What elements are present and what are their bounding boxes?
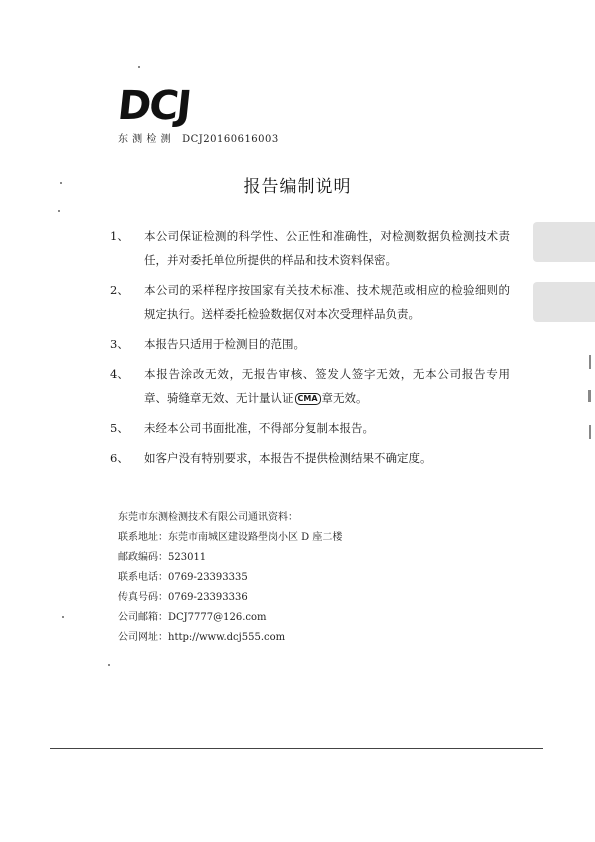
contact-email: 公司邮箱：DCJ7777@126.com <box>118 612 267 623</box>
list-item <box>110 416 510 440</box>
seal-fragment-icon <box>533 222 595 262</box>
item-number: 1、 <box>110 229 129 243</box>
item-number: 2、 <box>110 283 129 297</box>
item-number: 5、 <box>110 421 129 435</box>
scan-speck <box>60 182 62 184</box>
item-number: 4、 <box>110 367 129 381</box>
item-text <box>144 362 510 410</box>
contact-phone: 联系电话：0769-23393335 <box>118 572 248 583</box>
contact-postcode: 邮政编码：523011 <box>118 552 207 563</box>
list-item <box>110 224 510 272</box>
item-text: 本公司的采样程序按国家有关技术标准、技术规范或相应的检验细则的规定执行。送样委托检验数据仅对本次受理样品负责。 <box>144 283 510 321</box>
report-header-line <box>118 130 279 145</box>
list-item <box>110 446 510 470</box>
scan-speck <box>58 210 60 212</box>
contact-website: 公司网址：http://www.dcj555.com <box>118 632 286 643</box>
item-text: 本公司保证检测的科学性、公正性和准确性，对检测数据负检测技术责任，并对委托单位所提供的样品和技术资料保密。 <box>144 229 510 267</box>
scan-speck <box>589 425 591 439</box>
list-item <box>110 332 510 356</box>
scan-speck <box>62 616 64 618</box>
dcj-logo: DCJ <box>115 83 192 129</box>
cma-badge-icon: CMA <box>295 393 321 405</box>
page-title: 报告编制说明 <box>243 177 352 197</box>
contact-fax: 传真号码：0769-23393336 <box>118 592 248 603</box>
list-item <box>110 362 510 410</box>
contact-heading: 东莞市东测检测技术有限公司通讯资料： <box>118 512 298 523</box>
item-number: 3、 <box>110 337 129 351</box>
report-number: DCJ20160616003 <box>182 134 279 145</box>
scan-speck <box>588 390 591 402</box>
item-text: 本报告只适用于检测目的范围。 <box>144 337 305 351</box>
item-text: 未经本公司书面批准，不得部分复制本报告。 <box>144 421 374 435</box>
scan-speck <box>138 66 140 68</box>
item-text-after-badge: 章无效。 <box>321 391 368 405</box>
item-text: 如客户没有特别要求，本报告不提供检测结果不确定度。 <box>144 451 432 465</box>
item-number: 6、 <box>110 451 129 465</box>
seal-fragment-icon <box>533 282 595 322</box>
company-short-name: 东 测 检 测 <box>118 134 172 145</box>
scan-speck <box>108 664 110 666</box>
instruction-list <box>110 224 510 476</box>
contact-info <box>118 508 342 648</box>
list-item <box>110 278 510 326</box>
contact-address: 联系地址：东莞市南城区建设路壆岗小区 D 座二楼 <box>118 532 343 543</box>
scan-speck <box>589 355 591 369</box>
item-text-before-badge: 本报告涂改无效，无报告审核、签发人签字无效，无本公司报告专用章、骑缝章无效、无计量认证 <box>144 367 510 405</box>
bottom-divider <box>50 748 543 749</box>
